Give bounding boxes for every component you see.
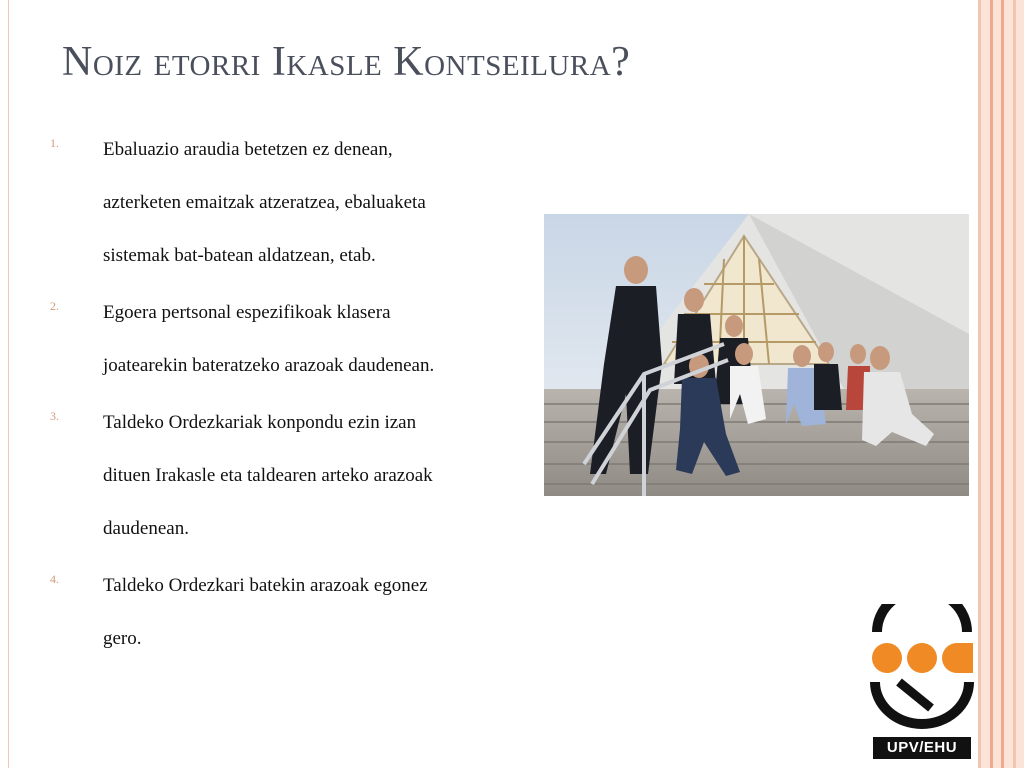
list-item-text [103,559,530,665]
slide-title: Noiz etorri Ikasle Kontseilura? [62,39,631,85]
numbered-list [50,123,530,669]
list-item-text [103,286,530,392]
list-item-line: gero. [103,628,142,649]
list-item-line: daudenean. [103,518,189,539]
list-item [50,396,530,555]
upv-ehu-logo [869,604,975,760]
list-item [50,123,530,282]
group-on-stairs-photo [544,214,969,496]
list-item-line: Egoera pertsonal espezifikoak klasera [103,302,391,323]
list-item-line: joatearekin bateratzeko arazoak daudenean. [103,355,435,376]
list-item-text [103,396,530,555]
left-border-line [8,0,9,768]
decorative-side-stripes [978,0,1024,768]
list-item-line: dituen Irakasle eta taldearen arteko arazoak [103,465,433,486]
list-item-line: azterketen emaitzak atzeratzea, ebaluaketa [103,192,426,213]
list-item-number: 4. [50,572,59,586]
list-item-line: Taldeko Ordezkari batekin arazoak egonez [103,575,428,596]
list-item-number: 2. [50,299,59,313]
list-item-number: 1. [50,136,59,150]
list-item-line: Ebaluazio araudia betetzen ez denean, [103,139,393,160]
list-item-line: Taldeko Ordezkariak konpondu ezin izan [103,412,417,433]
list-item-number: 3. [50,409,59,423]
list-item-text [103,123,530,282]
upv-ehu-badge: UPV/EHU [873,737,971,759]
list-item [50,559,530,665]
list-item [50,286,530,392]
university-emblem-icon [869,604,975,734]
list-item-line: sistemak bat-batean aldatzean, etab. [103,245,376,266]
